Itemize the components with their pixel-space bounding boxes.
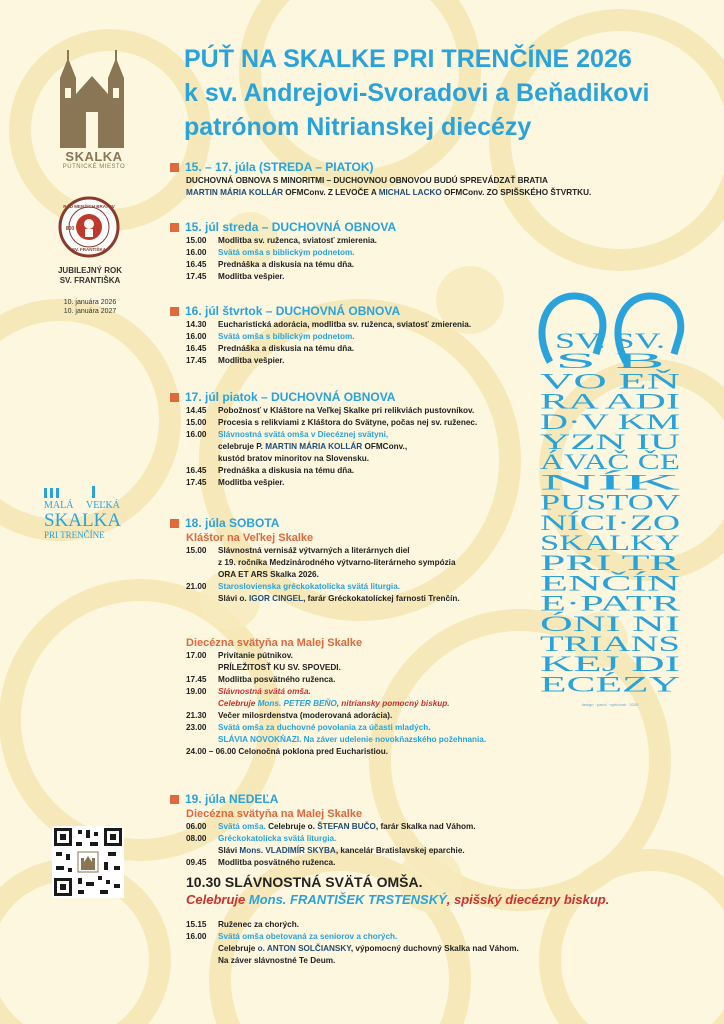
- celebrant-prefix: Celebruje o.: [268, 822, 318, 831]
- celebrant-suffix: , nitriansky pomocný biskup.: [336, 699, 450, 708]
- row-time: 15.00: [186, 546, 207, 555]
- header-text: 17. júl piatok – DUCHOVNÁ OBNOVA: [185, 390, 396, 404]
- mvs-mala: MALÁ: [44, 500, 74, 511]
- row-desc: Slávnostná svätá omša v Diecéznej svätyni,: [218, 430, 389, 439]
- celebrant-prefix: Celebruje: [218, 944, 258, 953]
- artwork-line: KEJ DI: [540, 651, 680, 677]
- section-15-july: [170, 220, 710, 283]
- section-header: [170, 220, 710, 235]
- skalka-logo-text: [52, 150, 136, 170]
- row-time: 16.00: [186, 932, 207, 941]
- celebrant-prefix: Slávi: [218, 846, 240, 855]
- row-time: 16.45: [186, 466, 207, 475]
- row-time: 16.45: [186, 344, 207, 353]
- schedule-row: [170, 247, 710, 259]
- artwork-credit: design · pavol · vyrkovak · 2026: [581, 702, 639, 707]
- celebrant-name: MARTIN MÁRIA KOLLÁR: [265, 442, 363, 451]
- row-desc: Privítanie pútnikov.: [218, 651, 293, 660]
- artwork-line: D·V KM: [540, 408, 680, 434]
- schedule-row: [170, 271, 710, 283]
- schedule-row-cont: [170, 943, 710, 955]
- celebrant-suffix: , kancelár Bratislavskej eparchie.: [335, 846, 465, 855]
- artwork-line: VO EŇ: [540, 368, 681, 394]
- main-mass-text: 10.30 SLÁVNOSTNÁ SVÄTÁ OMŠA.: [186, 874, 423, 890]
- jubilee-date-2: 10. januára 2027: [63, 308, 117, 315]
- celebrant-name: Mons. VLADIMÍR SKYBA: [239, 846, 336, 855]
- artwork-line: ENČÍN: [540, 570, 681, 596]
- mvs-skalka: SKALKA: [44, 510, 122, 531]
- artwork-line: TRIANS: [540, 631, 680, 656]
- jubilee-date-1: 10. januára 2026: [63, 299, 117, 306]
- row-desc: Svätá omša.: [218, 822, 269, 831]
- row-desc: Svätá omša s biblickým podnetom.: [218, 248, 355, 257]
- row-desc: Svätá omša za duchovné povolania za účasti mladých.: [218, 723, 431, 732]
- bullet-square-icon: [170, 223, 179, 232]
- jubilee-line-1: JUBILEJNÝ ROK: [57, 266, 122, 275]
- bullet-square-icon: [170, 393, 179, 402]
- seal-top-text: RÁD MENŠÍCH BRATOV: [63, 204, 115, 209]
- mvs-velka: VEĽKÁ: [86, 500, 120, 511]
- schedule-row: [170, 833, 710, 845]
- row-desc: kustód bratov minoritov na Slovensku.: [218, 454, 370, 463]
- row-desc: Svätá omša obetovaná za seniorov a chorých.: [218, 932, 398, 941]
- artwork-line: S B: [555, 348, 665, 374]
- main-mass-line: [170, 873, 710, 891]
- artwork-line: ÁVAČ ČE: [540, 449, 680, 475]
- brother-2-info: OFMConv. ZO SPIŠSKÉHO ŠTVRTKU.: [441, 188, 592, 197]
- section-19-july: [170, 792, 710, 967]
- row-desc: Modlitba vešpier.: [218, 356, 285, 365]
- brother-name-1: MARTIN MÁRIA KOLLÁR: [186, 188, 284, 197]
- artwork-line: RA ADI: [540, 388, 680, 414]
- location-subheader: Kláštor na Veľkej Skalke: [186, 532, 314, 544]
- schedule-row-cont: [170, 955, 710, 967]
- logo-subtitle: PÚTNICKÉ MIESTO: [62, 164, 126, 170]
- artwork-line: YZN IU: [540, 429, 681, 454]
- saints-typographic-artwork: [530, 290, 690, 710]
- schedule-row: [170, 259, 710, 271]
- mvs-pri-trencine: PRI TRENČÍNE: [44, 530, 105, 540]
- row-time: 16.45: [186, 260, 207, 269]
- schedule-row: [170, 821, 710, 833]
- qr-code-icon: [52, 826, 124, 898]
- jubilee-title: [30, 266, 150, 286]
- celebrant-name: ŠTEFAN BUČO: [317, 822, 376, 831]
- row-time: 15.00: [186, 418, 207, 427]
- schedule-row: [170, 722, 710, 734]
- celebrant-name: Mons. FRANTIŠEK TRSTENSKÝ: [248, 892, 447, 907]
- schedule-row-cont: [170, 734, 710, 746]
- artwork-line: NÍCI·ZO: [540, 509, 680, 535]
- section-header: [170, 160, 710, 175]
- artwork-line: ECÉZY: [540, 671, 681, 697]
- brother-name-2: MICHAL LACKO: [378, 188, 442, 197]
- row-desc: Prednáška a diskusia na tému dňa.: [218, 466, 355, 475]
- celebrant-name: o. ANTON SOLČIANSKY: [257, 944, 351, 953]
- celebrant-prefix: Slávi o.: [218, 594, 249, 603]
- logo-name: SKALKA: [65, 149, 123, 164]
- row-desc: Prednáška a diskusia na tému dňa.: [218, 260, 355, 269]
- celebrant-suffix: , farár Skalka nad Váhom.: [375, 822, 476, 831]
- row-time: 17.45: [186, 356, 207, 365]
- row-time: 15.00: [186, 236, 207, 245]
- row-desc: Modlitba vešpier.: [218, 478, 285, 487]
- schedule-row: [170, 746, 710, 758]
- bullet-square-icon: [170, 519, 179, 528]
- section-15-17-july: [170, 160, 710, 199]
- seal-bottom-text: SV. FRANTIŠKA: [71, 247, 107, 252]
- artwork-line: E·PATR: [540, 590, 681, 616]
- franciscan-seal-icon: [58, 196, 120, 258]
- row-time: 17.00: [186, 651, 207, 660]
- artwork-line: PUSTOV: [540, 489, 681, 515]
- main-mass-celebrant: [170, 891, 710, 909]
- row-desc: z 19. ročníka Medzinárodného výtvarno-literárneho sympózia: [218, 558, 456, 567]
- celebrant-name: Mons. PETER BEŇO: [257, 699, 337, 708]
- artwork-line: NÍK: [540, 469, 681, 495]
- celebrant-suffix: , farár Gréckokatolíckej farnosti Trenčín.: [303, 594, 460, 603]
- row-desc: Staroslovienska gréckokatolícka svätá liturgia.: [218, 582, 401, 591]
- title-line-1: PÚŤ NA SKALKE PRI TRENČÍNE 2026: [184, 45, 632, 73]
- header-text: 16. júl štvrtok – DUCHOVNÁ OBNOVA: [185, 304, 401, 318]
- bullet-square-icon: [170, 795, 179, 804]
- row-desc: Modlitba posvätného ruženca.: [218, 858, 336, 867]
- celebrant-prefix: celebruje P.: [218, 442, 266, 451]
- celebrant-prefix: Celebruje: [218, 699, 258, 708]
- title-line-3: patrónom Nitrianskej diecézy: [184, 113, 532, 141]
- schedule-row: [170, 919, 710, 931]
- jubilee-dates: [30, 298, 150, 316]
- schedule-row: [170, 931, 710, 943]
- row-time: 06.00: [186, 822, 207, 831]
- skalka-church-logo: [56, 44, 128, 148]
- poster-title: [184, 42, 704, 144]
- row-time: 23.00: [186, 723, 207, 732]
- row-desc: Večer milosrdenstva (moderovaná adorácia).: [218, 711, 393, 720]
- row-desc: SLÁVIA NOVOKŇAZI. Na záver udelenie novokňazského požehnania.: [218, 735, 487, 744]
- celebrant-prefix: Celebruje: [186, 892, 249, 907]
- header-text: 18. júla SOBOTA: [185, 516, 280, 530]
- row-time: 17.45: [186, 675, 207, 684]
- row-desc: Celonočná poklona pred Eucharistiou.: [238, 747, 389, 756]
- row-desc: Eucharistická adorácia, modlitba sv. ruženca, sviatosť zmierenia.: [218, 320, 472, 329]
- mala-velka-skalka-logo: [40, 484, 150, 544]
- schedule-row-cont: [170, 845, 710, 857]
- schedule-row: [170, 857, 710, 869]
- header-text: 19. júla NEDEĽA: [185, 792, 279, 806]
- row-desc: Prednáška a diskusia na tému dňa.: [218, 344, 355, 353]
- row-desc: Slávnostná svätá omša.: [218, 687, 311, 696]
- row-time: 24.00 – 06.00: [186, 747, 237, 756]
- row-desc: Svätá omša s biblickým podnetom.: [218, 332, 355, 341]
- artwork-line: SV. SV.: [555, 328, 665, 353]
- celebrant-suffix: , výpomocný duchovný Skalka nad Váhom.: [350, 944, 519, 953]
- row-desc: Pobožnosť v Kláštore na Veľkej Skalke pri relikviách pustovníkov.: [218, 406, 475, 415]
- row-desc: Procesia s relikviami z Kláštora do Svätyne, počas nej sv. ruženec.: [218, 418, 478, 427]
- row-time: 21.30: [186, 711, 207, 720]
- artwork-line: ÓNI NI: [540, 610, 680, 636]
- title-line-2: k sv. Andrejovi-Svoradovi a Beňadikovi: [184, 79, 650, 107]
- row-time: 14.30: [186, 320, 207, 329]
- row-desc: Modlitba sv. ruženca, sviatosť zmierenia.: [218, 236, 377, 245]
- row-time: 14.45: [186, 406, 207, 415]
- location-subheader: Diecézna svätyňa na Malej Skalke: [186, 808, 363, 820]
- intro-line-1: DUCHOVNÁ OBNOVA S MINORITMI – DUCHOVNOU OBNOVOU BUDÚ SPREVÁDZAŤ BRATIA: [186, 176, 548, 185]
- brother-1-info: OFMConv. Z LEVOČE A: [283, 188, 379, 197]
- jubilee-line-2: SV. FRANTIŠKA: [59, 276, 121, 285]
- row-time: 17.45: [186, 272, 207, 281]
- location-subheader: Diecézna svätyňa na Malej Skalke: [186, 637, 363, 649]
- row-time: 21.00: [186, 582, 207, 591]
- celebrant-name: IGOR CINGEL: [248, 594, 304, 603]
- bullet-square-icon: [170, 307, 179, 316]
- row-time: 09.45: [186, 858, 207, 867]
- row-desc: Modlitba vešpier.: [218, 272, 285, 281]
- artwork-line: PRI TR: [540, 550, 681, 576]
- seal-center-text: 800: [65, 226, 75, 232]
- row-time: 16.00: [186, 248, 207, 257]
- row-desc: Modlitba posvätného ruženca.: [218, 675, 336, 684]
- row-time: 19.00: [186, 687, 207, 696]
- row-desc: Gréckokatolícka svätá liturgia.: [218, 834, 337, 843]
- artwork-line: SKALKY: [540, 530, 681, 555]
- header-text: 15. – 17. júla (STREDA – PIATOK): [185, 160, 374, 174]
- section-header: [170, 792, 710, 807]
- row-desc: Slávnostná vernisáž výtvarných a literárnych diel: [218, 546, 410, 555]
- row-desc: PRÍLEŽITOSŤ KU SV. SPOVEDI.: [218, 663, 341, 672]
- intro-line-2: [170, 187, 710, 199]
- row-time: 17.45: [186, 478, 207, 487]
- row-desc: ORA ET ARS Skalka 2026.: [218, 570, 319, 579]
- bullet-square-icon: [170, 163, 179, 172]
- row-time: 16.00: [186, 332, 207, 341]
- row-desc: Na záver slávnostné Te Deum.: [218, 956, 336, 965]
- schedule-row: [170, 235, 710, 247]
- row-time: 08.00: [186, 834, 207, 843]
- row-time: 15.15: [186, 920, 207, 929]
- header-text: 15. júl streda – DUCHOVNÁ OBNOVA: [185, 220, 397, 234]
- row-time: 16.00: [186, 430, 207, 439]
- schedule-row: [170, 710, 710, 722]
- celebrant-suffix: , spišský diecézny biskup.: [446, 892, 610, 907]
- row-desc: Ruženec za chorých.: [218, 920, 299, 929]
- celebrant-suffix: OFMConv.,: [362, 442, 408, 451]
